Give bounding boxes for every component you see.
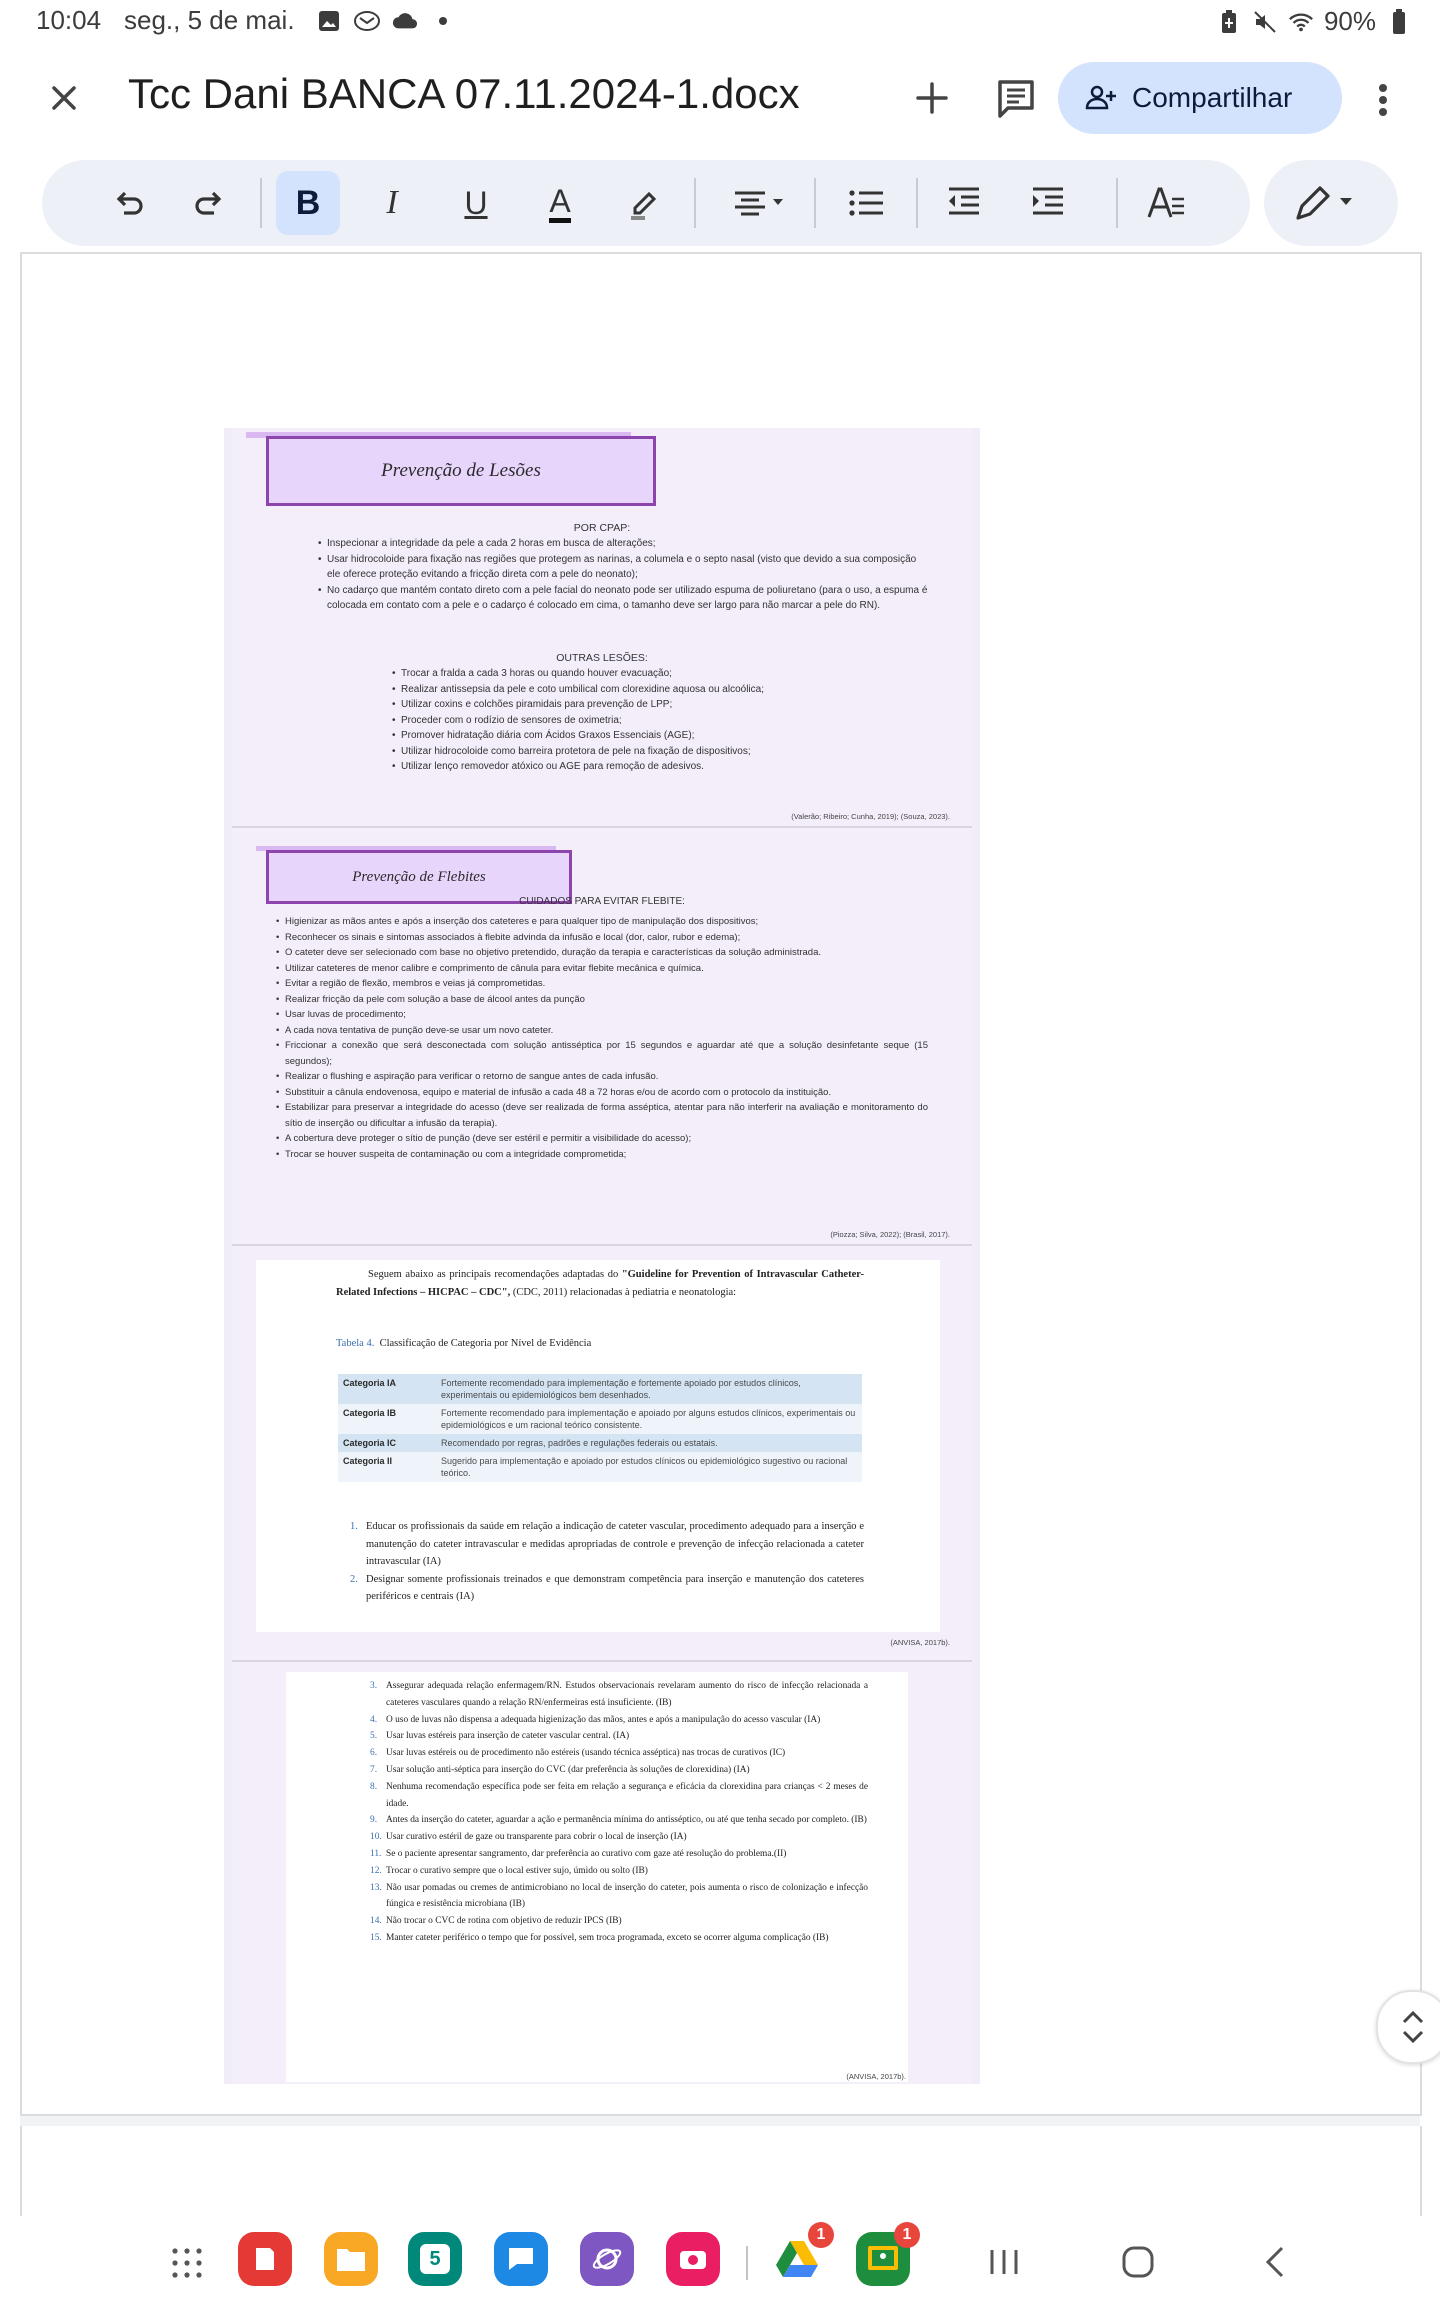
toolbar-divider [1116, 178, 1118, 228]
category-table [338, 1374, 862, 1482]
item-number: 2. [350, 1573, 358, 1585]
table-cell-value: Recomendado por regras, padrões e regulações federais ou estatais. [441, 1438, 718, 1448]
bullet-list-icon [847, 185, 885, 221]
item-text: Nenhuma recomendação específica pode ser feita em relação a segurança e eficácia da clorexidina para crianças < 2 meses de idade. [386, 1781, 868, 1809]
scroll-updown-icon [1378, 1992, 1440, 2062]
item-number: 6. [370, 1748, 378, 1759]
decrease-indent-icon [945, 185, 983, 221]
messages-app[interactable] [494, 2232, 548, 2286]
item-text: Não usar pomadas ou cremes de antimicrobiano no local de inserção do cateter, pois aumenta o risco de colonização e infecção fúngica e resistência microbiana (IB) [386, 1882, 868, 1910]
table-row [338, 1404, 862, 1434]
classroom-icon [866, 2244, 900, 2274]
apps-grid-icon [170, 2246, 204, 2280]
list-item: • Estabilizar para preservar a integridade do acesso (deve ser realizada de forma asséptica, atentar para não interferir na avaliação e monitoramento do sítio de inserção ou dificultar a infusão da terapia). [276, 1100, 928, 1131]
bottom-dock [0, 2216, 1440, 2304]
close-icon [42, 76, 86, 120]
list-item: • Substituir a cânula endovenosa, equipo e material de infusão a cada 48 a 72 horas e/ou de acordo com o protocolo da instituição. [276, 1085, 928, 1101]
internet-app[interactable] [580, 2232, 634, 2286]
section-heading: CUIDADOS PARA EVITAR FLEBITE: [519, 896, 685, 907]
drive-app[interactable] [770, 2226, 826, 2286]
table-caption [336, 1338, 591, 1349]
list-item: • Trocar a fralda a cada 3 horas ou quando houver evacuação; [392, 666, 862, 682]
list-item: • Utilizar cateteres de menor calibre e comprimento de cânula para evitar flebite mecânica e química. [276, 961, 928, 977]
recents-icon [984, 2244, 1024, 2280]
align-icon [731, 185, 789, 221]
toolbar-divider [814, 178, 816, 228]
citation: (ANVISA, 2017b). [890, 1638, 950, 1647]
list-item [370, 1812, 868, 1829]
item-number: 10. [370, 1832, 382, 1843]
text-color-button[interactable] [528, 171, 592, 235]
battery-saver-icon [1216, 9, 1242, 35]
recommendations-page [286, 1672, 908, 2082]
list-item: • Proceder com o rodízio de sensores de oximetria; [392, 713, 862, 729]
citation: (ANVISA, 2017b). [846, 2072, 906, 2081]
list-item [370, 1728, 868, 1745]
status-time: 10:04 [36, 5, 102, 35]
list-item: • Friccionar a conexão que será desconectada com solução antisséptica por 15 segundos e aguardar até que a solução desinfetante seque (15 segundos); [276, 1038, 928, 1069]
list-item: • Usar hidrocoloide para fixação nas regiões que protegem as narinas, a columela e o septo nasal (visto que devido a sua composição ele oferece proteção evitando a fricção direta com a pele do neonato); [318, 552, 928, 583]
intro-text: Seguem abaixo as principais recomendações adaptadas do [368, 1269, 622, 1280]
comments-button[interactable] [992, 74, 1040, 122]
toolbar-divider [916, 178, 918, 228]
table-caption-text: Classificação de Categoria por Nível de Evidência [379, 1338, 592, 1349]
table-row [338, 1374, 862, 1404]
table-cell-key: Categoria II [343, 1456, 393, 1466]
home-icon [1118, 2242, 1158, 2282]
dock-divider [746, 2246, 748, 2280]
citation: (Valerão; Ribeiro; Cunha, 2019); (Souza, 2023). [791, 812, 950, 821]
embedded-image[interactable] [224, 428, 980, 2084]
item-text: Usar curativo estéril de gaze ou transparente para cobrir o local de inserção (IA) [386, 1832, 687, 1843]
status-bar [0, 0, 1440, 44]
toolbar-divider [694, 178, 696, 228]
camera-app[interactable] [666, 2232, 720, 2286]
share-label: Compartilhar [1132, 82, 1293, 113]
text-style-button[interactable] [1134, 171, 1198, 235]
calendar-app[interactable] [408, 2232, 462, 2286]
mail-icon [354, 8, 380, 34]
item-number: 11. [370, 1848, 382, 1859]
guideline-page [256, 1260, 940, 1632]
list-item: • Inspecionar a integridade da pele a cada 2 horas em busca de alterações; [318, 536, 928, 552]
list-item [370, 1678, 868, 1712]
app-drawer-button[interactable] [170, 2246, 204, 2285]
list-item: • Realizar fricção da pele com solução a base de álcool antes da punção [276, 992, 928, 1008]
highlight-icon [625, 184, 663, 222]
planet-icon [591, 2243, 623, 2275]
toolbar-divider [260, 178, 262, 228]
recent-apps-button[interactable] [984, 2244, 1024, 2285]
citation: (Piozza; Silva, 2022); (Brasil, 2017). [830, 1230, 950, 1239]
item-text: Usar luvas estéreis para inserção de cateter vascular central. (IA) [386, 1731, 630, 1742]
table-cell-value: Sugerido para implementação e apoiado por estudos clínicos ou epidemiológico sugestivo ou racional teórico. [441, 1456, 848, 1478]
status-left-icons [316, 8, 456, 34]
insert-button[interactable] [910, 76, 954, 120]
table-cell-key: Categoria IB [343, 1408, 397, 1418]
close-button[interactable] [42, 76, 86, 120]
list-item: • A cobertura deve proteger o sítio de punção (deve ser estéril e permitir a visibilidade do acesso); [276, 1131, 928, 1147]
item-number: 9. [370, 1815, 378, 1826]
table-caption-number: Tabela 4. [336, 1338, 375, 1349]
list-item [370, 1745, 868, 1762]
table-cell-key: Categoria IA [343, 1378, 397, 1388]
list-item: • Utilizar lenço removedor atóxico ou AGE para remoção de adesivos. [392, 759, 862, 775]
share-button[interactable] [1058, 62, 1342, 134]
item-text: Usar solução anti-séptica para inserção do CVC (dar preferência às soluções de clorexidina) (IA) [386, 1764, 750, 1775]
recommendation-list [350, 1518, 864, 1606]
table-cell-value: Fortemente recomendado para implementação e apoiado por alguns estudos clínicos, experimentais ou epidemiológicos e um racional teórico consistente. [441, 1408, 856, 1430]
recommendation-list [370, 1678, 868, 1947]
list-item [370, 1712, 868, 1729]
comment-icon [992, 74, 1040, 122]
undo-icon [110, 185, 146, 221]
battery-icon [1386, 9, 1412, 35]
redo-button[interactable] [178, 171, 242, 235]
format-toolbar [42, 160, 1250, 246]
home-button[interactable] [1118, 2242, 1158, 2287]
item-number: 14. [370, 1916, 382, 1927]
table-cell-value: Fortemente recomendado para implementação e fortemente apoiado por estudos clínicos, experimentais ou epidemiológicos bem desenhados. [441, 1378, 801, 1400]
status-right-icons [1216, 6, 1412, 37]
italic-button[interactable] [360, 171, 424, 235]
table-row [338, 1434, 862, 1452]
item-text: O uso de luvas não dispensa a adequada higienização das mãos, antes e após a manipulação do acesso vascular (IA) [386, 1714, 821, 1725]
back-icon [1256, 2242, 1296, 2282]
bold-icon: B [295, 183, 321, 222]
list-item [370, 1880, 868, 1914]
more-options-button[interactable] [1368, 76, 1398, 124]
outras-lesoes-list [392, 666, 862, 775]
list-item [370, 1930, 868, 1947]
guideline-intro [336, 1266, 864, 1301]
folder-icon [335, 2245, 367, 2273]
flebite-care-list [276, 914, 928, 1162]
table-row [338, 1452, 862, 1482]
clear-format-icon [1146, 185, 1186, 221]
italic-icon: I [386, 184, 398, 221]
list-item: • A cada nova tentativa de punção deve-se usar um novo cateter. [276, 1023, 928, 1039]
item-number: 1. [350, 1521, 358, 1532]
intro-guideline-title: "Guideline for Prevention of Intravascular Catheter-Related Infections – HICPAC – CDC", [336, 1269, 864, 1298]
list-item: • No cadarço que mantém contato direto com a pele facial do neonato pode ser utilizado espuma de poliuretano (para o uso, a espuma é colocada em contato com a pele e o cadarço é colocado em cima, o tamanho deve ser largo para não marcar a pele do RN). [318, 583, 928, 614]
item-number: 13. [370, 1882, 382, 1893]
item-text: Designar somente profissionais treinados e que demonstram competência para inserção e manutenção dos cateteres periféricos e centrais (IA) [366, 1573, 864, 1602]
list-item: • Realizar o flushing e aspiração para verificar o retorno de sangue antes de cada infusão. [276, 1069, 928, 1085]
mute-icon [1252, 9, 1278, 35]
app-bar [0, 52, 1440, 144]
list-item: • Evitar a região de flexão, membros e veias já comprometidas. [276, 976, 928, 992]
more-vert-icon [1368, 76, 1398, 124]
item-number: 4. [370, 1714, 378, 1725]
list-item [350, 1571, 864, 1606]
wifi-icon [1288, 9, 1314, 35]
item-number: 3. [370, 1681, 378, 1691]
item-text: Trocar o curativo sempre que o local estiver sujo, úmido ou solto (IB) [386, 1865, 648, 1876]
item-number: 7. [370, 1764, 378, 1775]
highlight-button[interactable] [612, 171, 676, 235]
text-color-icon: A [549, 184, 570, 223]
bold-button[interactable] [276, 171, 340, 235]
item-text: Não trocar o CVC de rotina com objetivo de reduzir IPCS (IB) [386, 1916, 622, 1927]
item-text: Antes da inserção do cateter, aguardar a ação e permanência mínima do antisséptico, ou até que tenha secado por completo. (IB) [386, 1815, 867, 1826]
item-number: 12. [370, 1865, 382, 1876]
classroom-app[interactable] [856, 2226, 912, 2286]
dot-icon [430, 8, 456, 34]
item-number: 15. [370, 1932, 382, 1943]
next-page[interactable] [20, 2126, 1422, 2216]
cpap-list [318, 536, 928, 614]
undo-button[interactable] [96, 171, 160, 235]
item-number: 8. [370, 1781, 378, 1792]
panel-recommendations [232, 1662, 972, 2084]
list-item [370, 1913, 868, 1930]
decrease-indent-button[interactable] [932, 171, 996, 235]
list-item: • Utilizar hidrocoloide como barreira protetora de pele na fixação de dispositivos; [392, 744, 862, 760]
align-button[interactable] [720, 171, 800, 235]
document-title: Tcc Dani BANCA 07.11.2024-1.docx [128, 70, 800, 117]
list-item: • Realizar antissepsia da pele e coto umbilical com clorexidine aquosa ou alcoólica; [392, 682, 862, 698]
list-item [370, 1762, 868, 1779]
table-cell-key: Categoria IC [343, 1438, 397, 1448]
section-heading: POR CPAP: [573, 522, 631, 534]
panel-title: Prevenção de Lesões [266, 436, 656, 506]
panel-guideline-table [232, 1246, 972, 1662]
battery-percent: 90% [1323, 6, 1376, 36]
notification-badge: 1 [894, 2222, 920, 2248]
list-item [370, 1846, 868, 1863]
list-item: • Promover hidratação diária com Ácidos Graxos Essenciais (AGE); [392, 728, 862, 744]
list-item: • Higienizar as mãos antes e após a inserção dos cateteres e para qualquer tipo de manipulação dos dispositivos; [276, 914, 928, 930]
section-heading: OUTRAS LESÕES: [556, 652, 648, 664]
intro-text: (CDC, 2011) relacionadas à pediatria e neonatologia: [510, 1286, 737, 1298]
increase-indent-icon [1029, 185, 1067, 221]
gallery-icon [316, 8, 342, 34]
notes-app[interactable] [238, 2232, 292, 2286]
list-item: • Utilizar coxins e colchões piramidais para prevenção de LPP; [392, 697, 862, 713]
increase-indent-button[interactable] [1016, 171, 1080, 235]
cloud-icon [392, 8, 418, 34]
notification-badge: 1 [808, 2222, 834, 2248]
bullet-list-button[interactable] [834, 171, 898, 235]
panel-title: Prevenção de Flebites [266, 850, 572, 904]
add-person-icon [1084, 81, 1118, 115]
item-text: Se o paciente apresentar sangramento, dar preferência ao curativo com gaze até resolução do problema.(II) [386, 1848, 787, 1859]
edit-mode-icon [1292, 178, 1362, 228]
underline-button[interactable] [444, 171, 508, 235]
list-item [350, 1518, 864, 1571]
edit-mode-button[interactable] [1264, 160, 1398, 246]
list-item: • O cateter deve ser selecionado com base no objetivo pretendido, duração da terapia e características da solução administrada. [276, 945, 928, 961]
chat-bubble-icon [505, 2244, 537, 2274]
redo-icon [192, 185, 228, 221]
underline-icon: U [464, 184, 488, 221]
item-text: Manter cateter periférico o tempo que for possível, sem troca programada, exceto se ocorrer alguma complicação (IB) [386, 1932, 829, 1943]
status-date: seg., 5 de mai. [124, 5, 295, 35]
back-button[interactable] [1256, 2242, 1296, 2287]
item-number: 5. [370, 1731, 378, 1742]
camera-icon [677, 2245, 709, 2273]
item-text: Usar luvas estéreis ou de procedimento não estéreis (usando técnica asséptica) nas trocas de curativos (IC) [386, 1748, 786, 1759]
item-text: Assegurar adequada relação enfermagem/RN. Estudos observacionais revelaram aumento do risco de infecção relacionada a cateteres vasculares quando a relação RN/enfermeiras está insuficiente. (IB) [386, 1681, 868, 1708]
panel-prevencao-flebites [232, 828, 972, 1246]
list-item [370, 1863, 868, 1880]
files-app[interactable] [324, 2232, 378, 2286]
list-item [370, 1779, 868, 1813]
plus-icon [910, 76, 954, 120]
list-item: • Trocar se houver suspeita de contaminação ou com a integridade comprometida; [276, 1147, 928, 1163]
scroll-handle[interactable] [1376, 1990, 1440, 2064]
list-item: • Usar luvas de procedimento; [276, 1007, 928, 1023]
notes-app-icon [250, 2244, 280, 2274]
list-item [370, 1829, 868, 1846]
panel-prevencao-lesoes [232, 428, 972, 828]
list-item: • Reconhecer os sinais e sintomas associados à flebite advinda da infusão e local (dor, calor, rubor e edema); [276, 930, 928, 946]
calendar-icon: 5 [420, 2244, 450, 2274]
item-text: Educar os profissionais da saúde em relação a indicação de cateter vascular, procedimento adequado para a inserção e manutenção do cateter intravascular e medidas apropriadas de controle e prevenção de infecção relacionada a cateter intravascular (IA) [366, 1521, 864, 1567]
